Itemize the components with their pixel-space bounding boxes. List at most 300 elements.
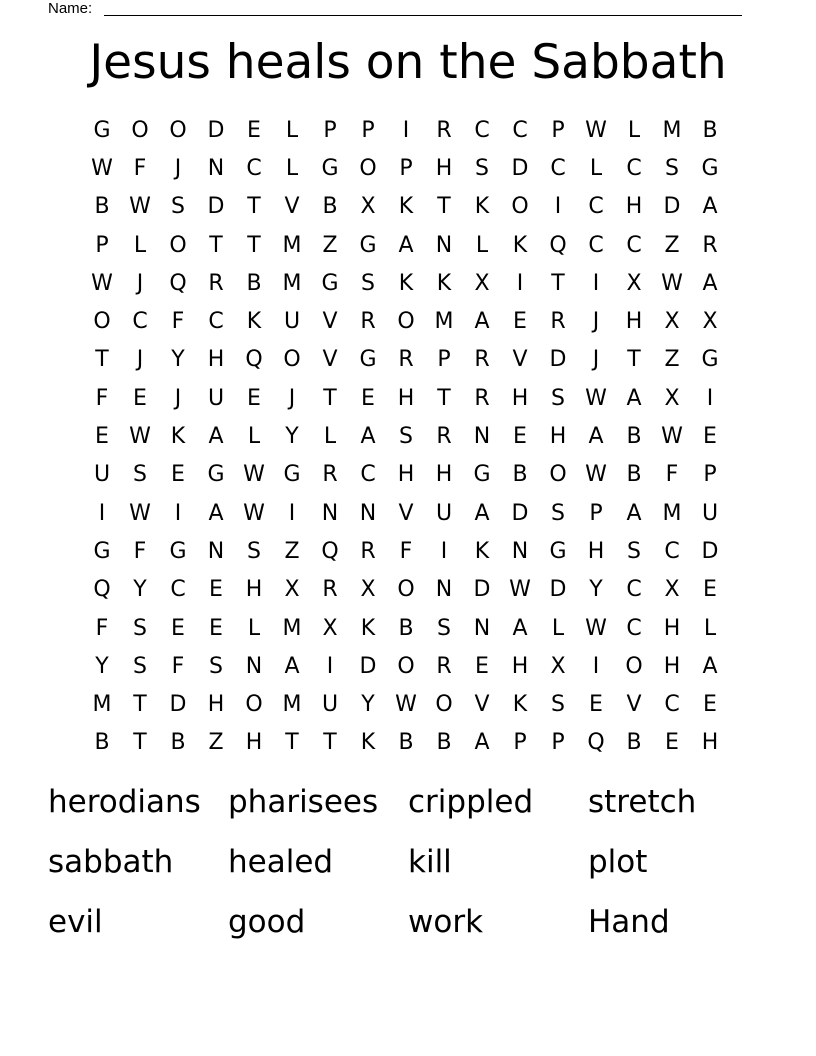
word-bank <box>48 776 788 956</box>
grid-letter: S <box>133 653 147 679</box>
grid-letter: I <box>440 538 448 564</box>
grid-letter: E <box>171 462 185 488</box>
grid-letter: T <box>437 385 451 411</box>
grid-letter: L <box>627 117 641 143</box>
grid-letter: T <box>247 194 261 220</box>
grid-letter: W <box>129 194 151 220</box>
grid-letter: B <box>702 117 718 143</box>
grid-letter: W <box>243 500 265 526</box>
grid-letter: X <box>664 577 680 603</box>
grid-letter: W <box>585 117 607 143</box>
grid-letter: V <box>512 347 528 373</box>
grid-letter: J <box>592 309 600 335</box>
grid-letter: X <box>322 615 338 641</box>
grid-letter: J <box>136 347 144 373</box>
grid-letter: X <box>664 385 680 411</box>
grid-letter: R <box>322 462 338 488</box>
grid-letter: O <box>625 653 643 679</box>
grid-letter: K <box>474 194 490 220</box>
grid-letter: X <box>284 577 300 603</box>
grid-letter: F <box>95 385 109 411</box>
grid-letter: G <box>701 347 719 373</box>
grid-letter: S <box>437 615 451 641</box>
grid-letter: R <box>474 347 490 373</box>
grid-letter: R <box>702 232 718 258</box>
grid-letter: H <box>397 462 415 488</box>
grid-letter: X <box>474 270 490 296</box>
grid-letter: K <box>170 424 186 450</box>
grid-letter: O <box>397 653 415 679</box>
grid-letter: Y <box>95 653 109 679</box>
grid-letter: E <box>703 424 717 450</box>
grid-letter: J <box>136 270 144 296</box>
grid-letter: K <box>246 309 262 335</box>
grid-letter: I <box>554 194 562 220</box>
grid-letter: N <box>473 615 491 641</box>
grid-letter: R <box>436 424 452 450</box>
grid-letter: E <box>247 117 261 143</box>
grid-letter: Y <box>361 692 375 718</box>
grid-letter: K <box>436 270 452 296</box>
grid-letter: X <box>702 309 718 335</box>
grid-letter: A <box>360 424 376 450</box>
grid-letter: H <box>549 424 567 450</box>
grid-letter: H <box>207 347 225 373</box>
grid-letter: W <box>585 462 607 488</box>
grid-letter: E <box>133 385 147 411</box>
grid-letter: M <box>662 500 682 526</box>
grid-letter: B <box>436 730 452 756</box>
grid-letter: T <box>627 347 641 373</box>
grid-letter: C <box>664 538 680 564</box>
word-bank-item: plot <box>588 844 648 880</box>
grid-letter: C <box>626 615 642 641</box>
grid-letter: N <box>359 500 377 526</box>
grid-letter: D <box>207 194 225 220</box>
grid-letter: C <box>512 117 528 143</box>
grid-letter: G <box>169 538 187 564</box>
grid-letter: P <box>513 730 527 756</box>
grid-letter: C <box>132 309 148 335</box>
grid-letter: M <box>282 692 302 718</box>
grid-letter: L <box>247 615 261 641</box>
grid-letter: C <box>360 462 376 488</box>
grid-letter: L <box>323 424 337 450</box>
grid-letter: E <box>589 692 603 718</box>
grid-letter: E <box>361 385 375 411</box>
word-bank-item: herodians <box>48 784 201 820</box>
grid-letter: N <box>321 500 339 526</box>
grid-letter: A <box>588 424 604 450</box>
grid-letter: A <box>702 270 718 296</box>
name-label: Name: <box>48 0 93 17</box>
grid-letter: D <box>207 117 225 143</box>
grid-letter: E <box>209 577 223 603</box>
grid-letter: Q <box>169 270 187 296</box>
grid-letter: I <box>288 500 296 526</box>
grid-letter: O <box>131 117 149 143</box>
grid-letter: R <box>322 577 338 603</box>
grid-letter: D <box>169 692 187 718</box>
grid-letter: H <box>207 692 225 718</box>
grid-letter: Z <box>664 347 680 373</box>
grid-letter: S <box>627 538 641 564</box>
grid-letter: W <box>129 500 151 526</box>
grid-letter: H <box>625 194 643 220</box>
grid-letter: V <box>322 309 338 335</box>
grid-letter: K <box>398 194 414 220</box>
grid-letter: G <box>93 538 111 564</box>
grid-letter: D <box>473 577 491 603</box>
grid-letter: P <box>323 117 337 143</box>
grid-letter: Y <box>171 347 185 373</box>
grid-letter: M <box>92 692 112 718</box>
grid-letter: P <box>551 730 565 756</box>
grid-letter: I <box>592 653 600 679</box>
grid-letter: P <box>437 347 451 373</box>
grid-letter: R <box>360 538 376 564</box>
grid-letter: S <box>551 692 565 718</box>
grid-letter: Q <box>549 232 567 258</box>
grid-letter: C <box>550 155 566 181</box>
word-bank-item: sabbath <box>48 844 174 880</box>
grid-letter: W <box>585 615 607 641</box>
grid-letter: C <box>474 117 490 143</box>
word-bank-item: kill <box>408 844 452 880</box>
grid-letter: A <box>208 424 224 450</box>
grid-letter: T <box>95 347 109 373</box>
grid-letter: R <box>436 653 452 679</box>
grid-letter: C <box>626 232 642 258</box>
grid-letter: W <box>395 692 417 718</box>
grid-letter: I <box>326 653 334 679</box>
grid-letter: H <box>663 615 681 641</box>
grid-letter: N <box>473 424 491 450</box>
grid-letter: M <box>282 232 302 258</box>
grid-letter: S <box>133 462 147 488</box>
grid-letter: J <box>592 347 600 373</box>
grid-letter: T <box>285 730 299 756</box>
grid-letter: V <box>322 347 338 373</box>
puzzle-title: Jesus heals on the Sabbath <box>89 35 727 90</box>
grid-letter: K <box>512 692 528 718</box>
grid-letter: H <box>397 385 415 411</box>
grid-letter: R <box>436 117 452 143</box>
grid-letter: G <box>701 155 719 181</box>
word-bank-item: pharisees <box>228 784 379 820</box>
grid-letter: W <box>661 270 683 296</box>
grid-letter: H <box>625 309 643 335</box>
grid-letter: C <box>626 155 642 181</box>
grid-letter: C <box>246 155 262 181</box>
grid-letter: O <box>397 577 415 603</box>
word-bank-item: Hand <box>588 904 670 940</box>
grid-letter: X <box>360 194 376 220</box>
name-underline <box>104 15 742 16</box>
grid-letter: G <box>359 232 377 258</box>
grid-letter: O <box>169 232 187 258</box>
grid-letter: L <box>475 232 489 258</box>
grid-letter: S <box>209 653 223 679</box>
grid-letter: Q <box>93 577 111 603</box>
grid-letter: E <box>95 424 109 450</box>
grid-letter: E <box>209 615 223 641</box>
grid-letter: Y <box>133 577 147 603</box>
word-bank-item: stretch <box>588 784 697 820</box>
grid-letter: B <box>626 730 642 756</box>
word-bank-item: evil <box>48 904 103 940</box>
grid-letter: P <box>703 462 717 488</box>
grid-letter: B <box>398 615 414 641</box>
grid-letter: J <box>174 385 182 411</box>
grid-letter: H <box>511 653 529 679</box>
grid-letter: L <box>551 615 565 641</box>
grid-letter: S <box>247 538 261 564</box>
grid-letter: K <box>474 538 490 564</box>
grid-letter: H <box>587 538 605 564</box>
grid-letter: H <box>245 730 263 756</box>
grid-letter: F <box>171 653 185 679</box>
grid-letter: T <box>437 194 451 220</box>
grid-letter: G <box>283 462 301 488</box>
grid-letter: B <box>626 462 642 488</box>
grid-letter: S <box>133 615 147 641</box>
grid-letter: A <box>474 309 490 335</box>
grid-letter: P <box>361 117 375 143</box>
grid-letter: W <box>585 385 607 411</box>
grid-letter: S <box>665 155 679 181</box>
grid-letter: J <box>174 155 182 181</box>
grid-letter: U <box>701 500 719 526</box>
grid-letter: G <box>359 347 377 373</box>
grid-letter: B <box>246 270 262 296</box>
grid-letter: P <box>399 155 413 181</box>
grid-letter: I <box>402 117 410 143</box>
grid-letter: B <box>322 194 338 220</box>
grid-letter: P <box>551 117 565 143</box>
grid-letter: L <box>703 615 717 641</box>
grid-letter: B <box>94 730 110 756</box>
grid-letter: G <box>93 117 111 143</box>
grid-letter: M <box>282 270 302 296</box>
grid-letter: M <box>282 615 302 641</box>
grid-letter: C <box>588 194 604 220</box>
grid-letter: L <box>285 155 299 181</box>
grid-letter: V <box>284 194 300 220</box>
grid-letter: G <box>321 155 339 181</box>
grid-letter: O <box>245 692 263 718</box>
grid-letter: D <box>359 653 377 679</box>
grid-letter: Z <box>284 538 300 564</box>
grid-letter: E <box>665 730 679 756</box>
grid-letter: B <box>94 194 110 220</box>
grid-letter: I <box>592 270 600 296</box>
grid-letter: S <box>399 424 413 450</box>
grid-letter: U <box>321 692 339 718</box>
grid-letter: E <box>513 424 527 450</box>
grid-letter: W <box>129 424 151 450</box>
grid-letter: S <box>475 155 489 181</box>
grid-letter: Q <box>321 538 339 564</box>
grid-letter: N <box>435 577 453 603</box>
grid-letter: U <box>283 309 301 335</box>
word-bank-item: crippled <box>408 784 534 820</box>
grid-letter: Z <box>322 232 338 258</box>
grid-letter: D <box>549 347 567 373</box>
grid-letter: A <box>474 500 490 526</box>
grid-letter: E <box>171 615 185 641</box>
letter-grid <box>83 111 729 762</box>
grid-letter: Q <box>245 347 263 373</box>
grid-letter: S <box>551 385 565 411</box>
grid-letter: D <box>701 538 719 564</box>
grid-letter: F <box>171 309 185 335</box>
grid-letter: V <box>398 500 414 526</box>
grid-letter: I <box>516 270 524 296</box>
grid-letter: M <box>662 117 682 143</box>
grid-letter: O <box>397 309 415 335</box>
grid-letter: D <box>663 194 681 220</box>
grid-letter: Q <box>587 730 605 756</box>
grid-letter: I <box>98 500 106 526</box>
grid-letter: U <box>435 500 453 526</box>
grid-letter: W <box>91 155 113 181</box>
grid-letter: A <box>702 194 718 220</box>
grid-letter: T <box>133 692 147 718</box>
grid-letter: B <box>626 424 642 450</box>
grid-letter: U <box>93 462 111 488</box>
grid-letter: C <box>170 577 186 603</box>
grid-letter: O <box>511 194 529 220</box>
grid-letter: H <box>511 385 529 411</box>
grid-letter: Y <box>589 577 603 603</box>
grid-letter: V <box>626 692 642 718</box>
grid-letter: T <box>209 232 223 258</box>
grid-letter: L <box>589 155 603 181</box>
grid-letter: C <box>626 577 642 603</box>
grid-letter: F <box>95 615 109 641</box>
grid-letter: N <box>207 538 225 564</box>
name-field <box>48 0 748 18</box>
grid-letter: B <box>512 462 528 488</box>
grid-letter: D <box>511 500 529 526</box>
grid-letter: T <box>247 232 261 258</box>
grid-letter: V <box>474 692 490 718</box>
grid-letter: H <box>663 653 681 679</box>
grid-letter: S <box>551 500 565 526</box>
word-bank-item: good <box>228 904 306 940</box>
grid-letter: L <box>247 424 261 450</box>
grid-letter: T <box>323 730 337 756</box>
grid-letter: J <box>288 385 296 411</box>
grid-letter: C <box>208 309 224 335</box>
grid-letter: A <box>474 730 490 756</box>
word-bank-item: healed <box>228 844 334 880</box>
grid-letter: Z <box>208 730 224 756</box>
grid-letter: N <box>245 653 263 679</box>
grid-letter: A <box>626 500 642 526</box>
grid-letter: A <box>208 500 224 526</box>
grid-letter: R <box>208 270 224 296</box>
grid-letter: O <box>435 692 453 718</box>
grid-letter: G <box>549 538 567 564</box>
grid-letter: O <box>169 117 187 143</box>
grid-letter: F <box>665 462 679 488</box>
grid-letter: H <box>701 730 719 756</box>
word-bank-item: work <box>408 904 484 940</box>
grid-letter: K <box>360 615 376 641</box>
grid-letter: W <box>91 270 113 296</box>
grid-letter: P <box>589 500 603 526</box>
grid-letter: F <box>399 538 413 564</box>
grid-letter: I <box>174 500 182 526</box>
grid-letter: R <box>360 309 376 335</box>
grid-letter: R <box>398 347 414 373</box>
grid-letter: I <box>706 385 714 411</box>
grid-letter: N <box>435 232 453 258</box>
grid-letter: M <box>434 309 454 335</box>
grid-letter: A <box>284 653 300 679</box>
grid-letter: N <box>207 155 225 181</box>
grid-letter: P <box>95 232 109 258</box>
grid-letter: K <box>512 232 528 258</box>
grid-letter: A <box>626 385 642 411</box>
grid-letter: C <box>588 232 604 258</box>
grid-letter: K <box>360 730 376 756</box>
grid-letter: W <box>243 462 265 488</box>
grid-letter: D <box>549 577 567 603</box>
grid-letter: C <box>664 692 680 718</box>
grid-letter: F <box>133 155 147 181</box>
grid-letter: T <box>133 730 147 756</box>
grid-letter: G <box>321 270 339 296</box>
grid-letter: T <box>323 385 337 411</box>
grid-letter: H <box>435 462 453 488</box>
grid-letter: F <box>133 538 147 564</box>
grid-letter: O <box>549 462 567 488</box>
grid-letter: L <box>285 117 299 143</box>
grid-letter: A <box>398 232 414 258</box>
grid-letter: E <box>247 385 261 411</box>
grid-letter: S <box>361 270 375 296</box>
grid-letter: R <box>474 385 490 411</box>
grid-letter: W <box>661 424 683 450</box>
grid-letter: K <box>398 270 414 296</box>
grid-letter: Z <box>664 232 680 258</box>
grid-letter: E <box>475 653 489 679</box>
grid-letter: O <box>283 347 301 373</box>
grid-letter: L <box>133 232 147 258</box>
grid-letter: G <box>207 462 225 488</box>
grid-letter: B <box>170 730 186 756</box>
grid-letter: X <box>664 309 680 335</box>
grid-letter: S <box>171 194 185 220</box>
grid-letter: D <box>511 155 529 181</box>
grid-letter: A <box>702 653 718 679</box>
grid-letter: A <box>512 615 528 641</box>
grid-letter: Y <box>285 424 299 450</box>
grid-letter: E <box>703 577 717 603</box>
grid-letter: B <box>398 730 414 756</box>
grid-letter: O <box>359 155 377 181</box>
grid-letter: U <box>207 385 225 411</box>
grid-letter: E <box>703 692 717 718</box>
grid-letter: R <box>550 309 566 335</box>
grid-letter: H <box>435 155 453 181</box>
grid-letter: G <box>473 462 491 488</box>
grid-letter: E <box>513 309 527 335</box>
grid-letter: X <box>550 653 566 679</box>
